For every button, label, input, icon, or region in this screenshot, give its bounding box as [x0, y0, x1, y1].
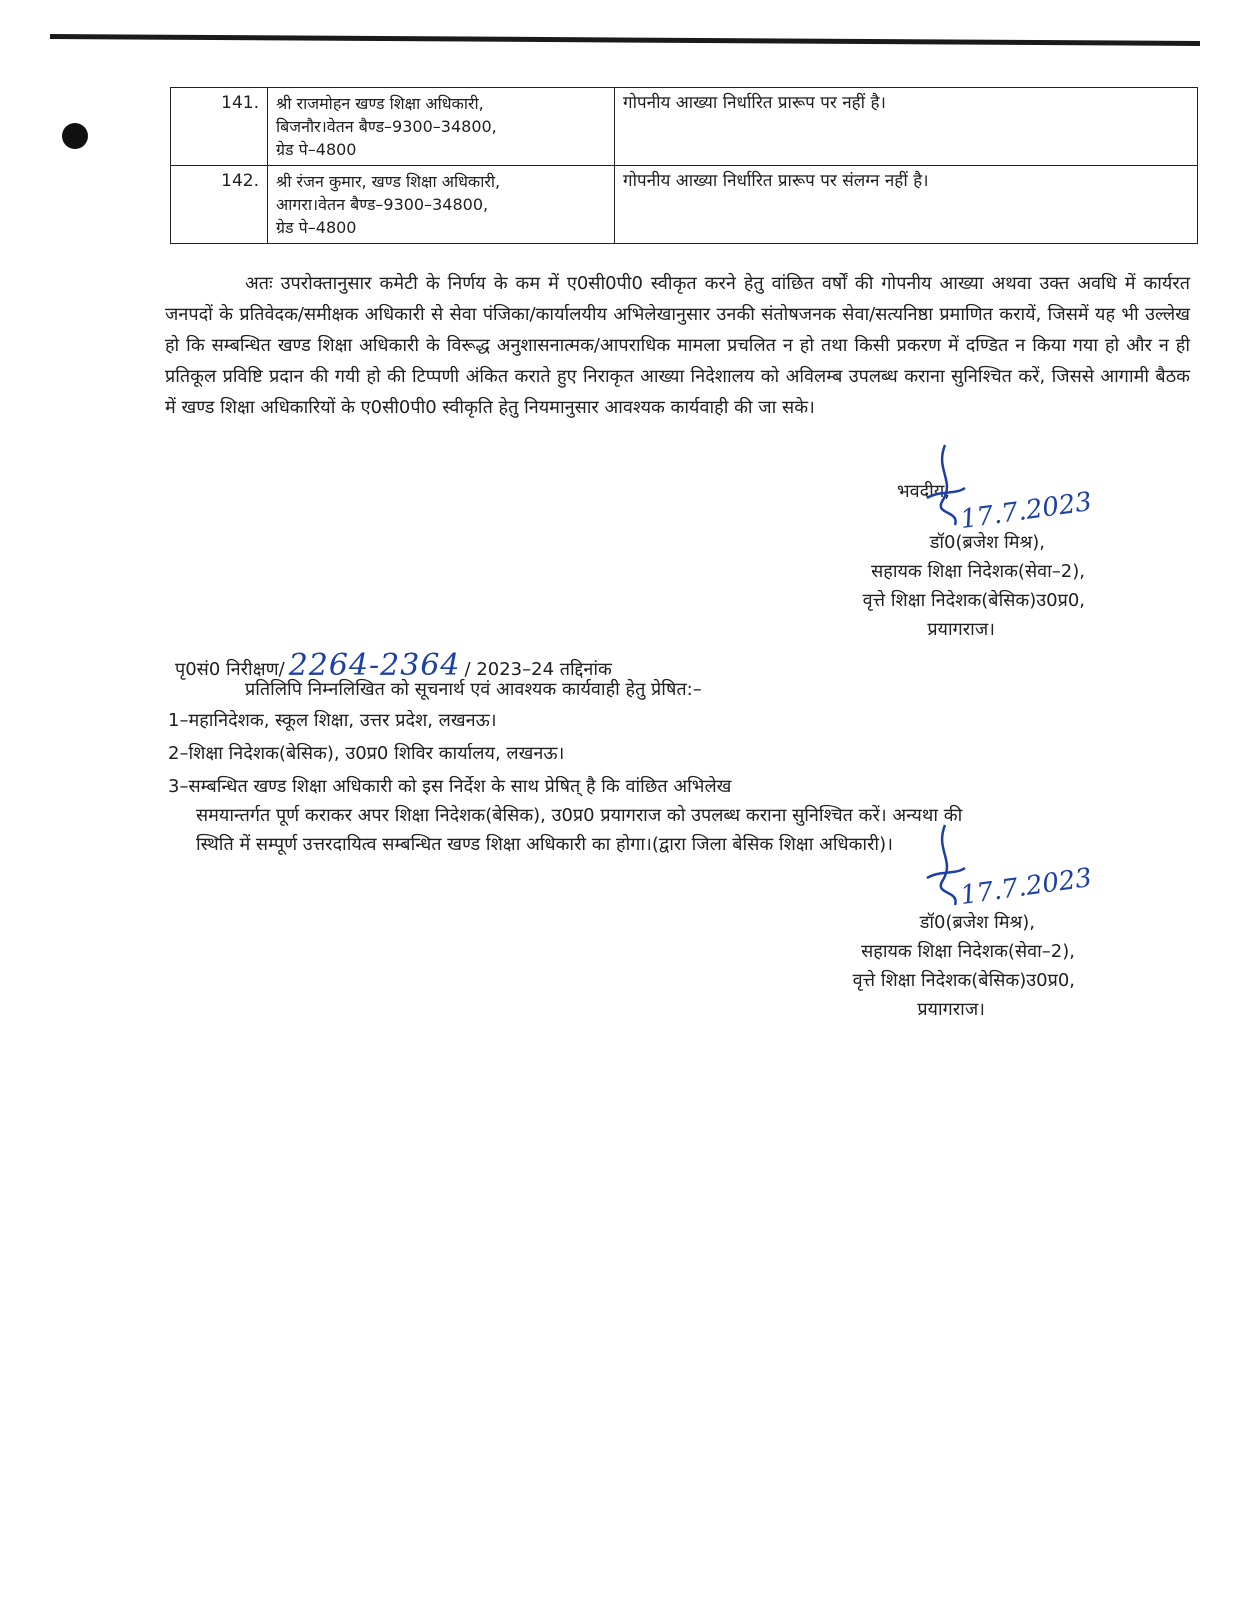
- serial-number: 142.: [171, 166, 268, 244]
- officer-line: ग्रेड पे–4800: [276, 218, 357, 237]
- officer-line: ग्रेड पे–4800: [276, 140, 357, 159]
- list-item: [168, 772, 968, 859]
- list-item-text: 1–महानिदेशक, स्कूल शिक्षा, उत्तर प्रदेश, लखनऊ।: [168, 710, 497, 731]
- table-row: [171, 166, 1198, 244]
- officer-line: श्री राजमोहन खण्ड शिक्षा अधिकारी,: [276, 94, 484, 113]
- list-item-text: 3–सम्बन्धित खण्ड शिक्षा अधिकारी को इस निर्देश के साथ प्रेषित् है कि वांछित अभिलेख: [168, 776, 732, 797]
- handwritten-date: 17.7.2023: [958, 486, 1094, 536]
- top-border-line: [50, 34, 1200, 46]
- officer-details: [268, 166, 615, 244]
- officer-details: [268, 88, 615, 166]
- table-row: [171, 88, 1198, 166]
- officer-line: श्री रंजन कुमार, खण्ड शिक्षा अधिकारी,: [276, 172, 501, 191]
- copy-intro: प्रतिलिपि निम्नलिखित को सूचनार्थ एवं आवश्यक कार्यवाही हेतु प्रेषित:–: [245, 679, 702, 700]
- signatory-office: वृत्ते शिक्षा निदेशक(बेसिक)उ0प्र0,: [862, 590, 1085, 611]
- officer-line: बिजनौर।वेतन बैण्ड–9300–34800,: [276, 117, 497, 136]
- punch-hole: [62, 123, 88, 149]
- signature-block-2: [770, 908, 1075, 1024]
- signatory-designation: सहायक शिक्षा निदेशक(सेवा–2),: [861, 941, 1075, 962]
- closing: भवदीय,: [896, 481, 950, 502]
- body-paragraph: अतः उपरोक्तानुसार कमेटी के निर्णय के कम में ए0सी0पी0 स्वीकृत करने हेतु वांछित वर्षों की गोपनीय आख्या अथवा उक्त अवधि में कार्यरत जनपदों के प्रतिवेदक/समीक्षक अधिकारी से सेवा पंजिका/कार्यालयीय अभिलेखानुसार उनकी संतोषजनक सेवा/सत्यनिष्ठा प्रमाणित करायें, जिसमें यह भी उल्लेख हो कि सम्बन्धित खण्ड शिक्षा अधिकारी के विरूद्ध अनुशासनात्मक/आपराधिक मामला प्रचलित न हो तथा किसी प्रकरण में दण्डित न किया गया हो और न ही प्रतिकूल प्रविष्टि प्रदान की गयी हो की टिप्पणी अंकित कराते हुए निराकृत आख्या निदेशालय को अविलम्ब उपलब्ध कराना सुनिश्चित करें, जिससे आगामी बैठक में खण्ड शिक्षा अधिकारियों के ए0सी0पी0 स्वीकृति हेतु नियमानुसार आवश्यक कार्यवाही की जा सके।: [165, 273, 1190, 418]
- signatory-designation: सहायक शिक्षा निदेशक(सेवा–2),: [871, 561, 1085, 582]
- signatory-name: डॉ0(ब्रजेश मिश्र),: [919, 912, 1035, 933]
- copy-list: [168, 706, 968, 863]
- list-item: [168, 706, 968, 735]
- remark: गोपनीय आख्या निर्धारित प्रारूप पर संलग्न नहीं है।: [615, 166, 1198, 244]
- handwritten-date: 17.7.2023: [958, 862, 1094, 912]
- officer-table: [170, 87, 1198, 244]
- signatory-office: वृत्ते शिक्षा निदेशक(बेसिक)उ0प्र0,: [852, 970, 1075, 991]
- reference-prefix: पृ0सं0 निरीक्षण/: [175, 659, 285, 680]
- signatory-city: प्रयागराज।: [927, 619, 995, 640]
- list-item: [168, 739, 968, 768]
- signatory-name: डॉ0(ब्रजेश मिश्र),: [929, 532, 1045, 553]
- officer-line: आगरा।वेतन बैण्ड–9300–34800,: [276, 195, 489, 214]
- list-item-text: 2–शिक्षा निदेशक(बेसिक), उ0प्र0 शिविर कार्यालय, लखनऊ।: [168, 743, 565, 764]
- signatory-city: प्रयागराज।: [917, 999, 985, 1020]
- handwritten-reference-number: 2264-2364: [288, 648, 461, 683]
- remark: गोपनीय आख्या निर्धारित प्रारूप पर नहीं है।: [615, 88, 1198, 166]
- serial-number: 141.: [171, 88, 268, 166]
- reference-suffix: / 2023–24 तद्दिनांक: [464, 659, 612, 680]
- list-item-continuation: समयान्तर्गत पूर्ण कराकर अपर शिक्षा निदेशक(बेसिक), उ0प्र0 प्रयागराज को उपलब्ध कराना सुनिश्चित करें। अन्यथा की स्थिति में सम्पूर्ण उत्तरदायित्व सम्बन्धित खण्ड शिक्षा अधिकारी का होगा।(द्वारा जिला बेसिक शिक्षा अधिकारी)।: [196, 805, 963, 855]
